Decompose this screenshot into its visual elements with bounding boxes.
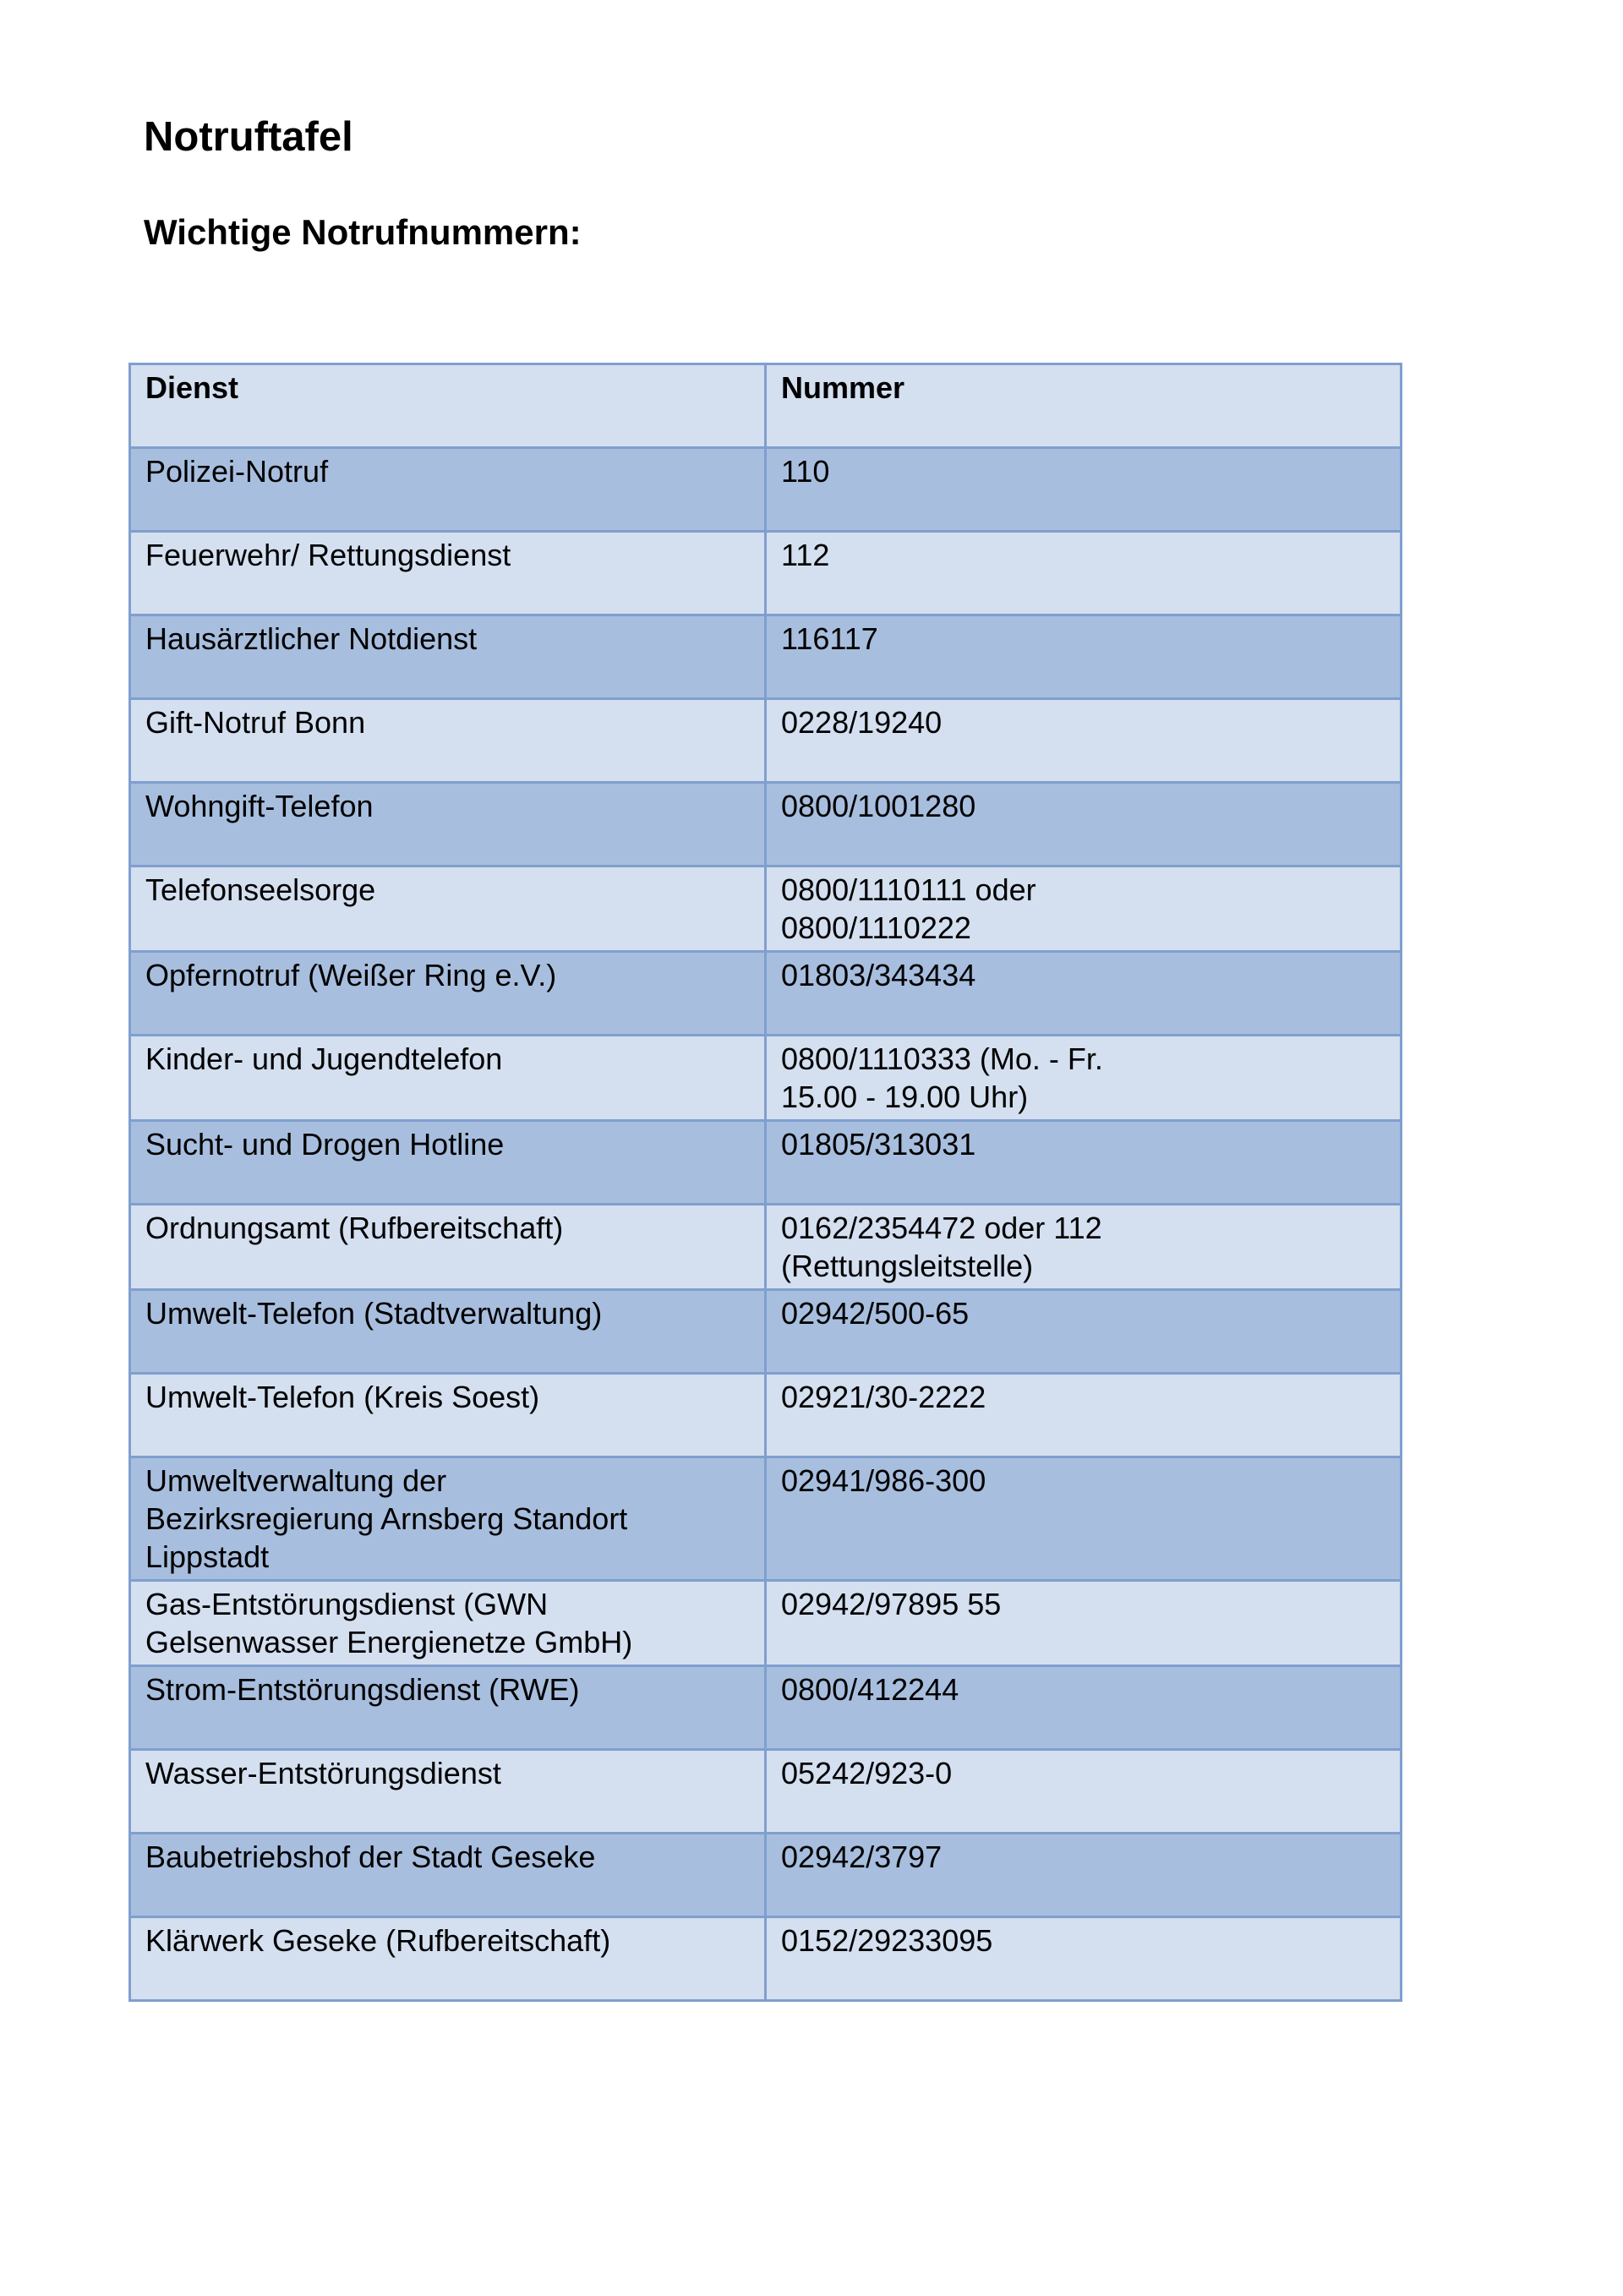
table-row <box>130 532 1402 615</box>
service-cell: Sucht- und Drogen Hotline <box>130 1121 766 1205</box>
number-cell: 02942/97895 55 <box>766 1581 1402 1666</box>
number-cell: 112 <box>766 532 1402 615</box>
number-cell: 02941/986-300 <box>766 1457 1402 1581</box>
number-cell: 02921/30-2222 <box>766 1374 1402 1457</box>
number-cell: 0800/1001280 <box>766 783 1402 866</box>
table-header-row <box>130 364 1402 448</box>
table-row <box>130 952 1402 1036</box>
table-row <box>130 615 1402 699</box>
number-cell: 01805/313031 <box>766 1121 1402 1205</box>
table-row <box>130 1666 1402 1750</box>
number-cell: 05242/923-0 <box>766 1750 1402 1834</box>
table-row <box>130 1581 1402 1666</box>
service-cell: Gift-Notruf Bonn <box>130 699 766 783</box>
table-row <box>130 1205 1402 1290</box>
service-cell: Klärwerk Geseke (Rufbereitschaft) <box>130 1917 766 2001</box>
service-cell: Hausärztlicher Notdienst <box>130 615 766 699</box>
table-row <box>130 866 1402 952</box>
table-row <box>130 1036 1402 1121</box>
service-cell: Ordnungsamt (Rufbereitschaft) <box>130 1205 766 1290</box>
service-cell: Umwelt-Telefon (Kreis Soest) <box>130 1374 766 1457</box>
number-cell: 110 <box>766 448 1402 532</box>
number-cell: 0800/1110111 oder 0800/1110222 <box>766 866 1402 952</box>
table-row <box>130 1374 1402 1457</box>
table-row <box>130 448 1402 532</box>
table-row <box>130 1290 1402 1374</box>
number-cell: 0800/1110333 (Mo. - Fr. 15.00 - 19.00 Uhr) <box>766 1036 1402 1121</box>
column-header-service: Dienst <box>130 364 766 448</box>
page-title: Notruftafel <box>144 114 353 160</box>
page-subtitle: Wichtige Notrufnummern: <box>144 212 582 252</box>
table-row <box>130 1457 1402 1581</box>
service-cell: Opfernotruf (Weißer Ring e.V.) <box>130 952 766 1036</box>
table-row <box>130 1834 1402 1917</box>
table-row <box>130 1121 1402 1205</box>
table-body <box>130 448 1402 2001</box>
service-cell: Feuerwehr/ Rettungsdienst <box>130 532 766 615</box>
service-cell: Kinder- und Jugendtelefon <box>130 1036 766 1121</box>
number-cell: 01803/343434 <box>766 952 1402 1036</box>
table-row <box>130 1917 1402 2001</box>
service-cell: Wohngift-Telefon <box>130 783 766 866</box>
number-cell: 0152/29233095 <box>766 1917 1402 2001</box>
emergency-numbers-table <box>128 363 1402 2002</box>
number-cell: 0800/412244 <box>766 1666 1402 1750</box>
table-row <box>130 783 1402 866</box>
service-cell: Gas-Entstörungsdienst (GWN Gelsenwasser Energienetze GmbH) <box>130 1581 766 1666</box>
service-cell: Polizei-Notruf <box>130 448 766 532</box>
table-row <box>130 1750 1402 1834</box>
column-header-number: Nummer <box>766 364 1402 448</box>
service-cell: Baubetriebshof der Stadt Geseke <box>130 1834 766 1917</box>
number-cell: 0228/19240 <box>766 699 1402 783</box>
table-row <box>130 699 1402 783</box>
service-cell: Telefonseelsorge <box>130 866 766 952</box>
number-cell: 02942/3797 <box>766 1834 1402 1917</box>
service-cell: Umweltverwaltung der Bezirksregierung Arnsberg Standort Lippstadt <box>130 1457 766 1581</box>
service-cell: Wasser-Entstörungsdienst <box>130 1750 766 1834</box>
number-cell: 116117 <box>766 615 1402 699</box>
service-cell: Umwelt-Telefon (Stadtverwaltung) <box>130 1290 766 1374</box>
number-cell: 0162/2354472 oder 112 (Rettungsleitstelle) <box>766 1205 1402 1290</box>
service-cell: Strom-Entstörungsdienst (RWE) <box>130 1666 766 1750</box>
number-cell: 02942/500-65 <box>766 1290 1402 1374</box>
